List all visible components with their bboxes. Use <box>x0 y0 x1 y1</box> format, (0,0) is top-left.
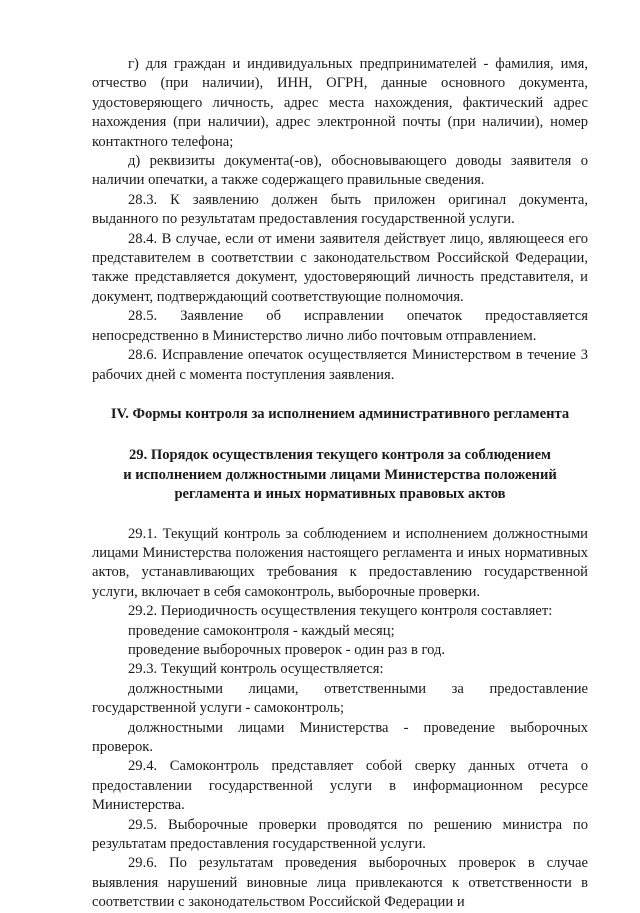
subsection-heading-line-3: регламента и иных нормативных правовых актов <box>174 486 506 503</box>
subsection-heading-line-1: 29. Порядок осуществления текущего контроля за соблюдением <box>129 447 551 464</box>
paragraph-28-3: 28.3. К заявлению должен быть приложен оригинал документа, выданного по результатам предоставления государственной услуги. <box>92 191 588 228</box>
paragraph-28-6: 28.6. Исправление опечаток осуществляется Министерством в течение 3 рабочих дней с момента поступления заявления. <box>92 347 588 383</box>
section-heading: IV. Формы контроля за исполнением административного регламента <box>110 405 570 422</box>
paragraph-responsible-officials: должностными лицами, ответственными за предоставление государственной услуги - самоконтроль; <box>92 680 588 717</box>
subsection-heading-line-2: и исполнением должностными лицами Министерства положений <box>123 466 557 483</box>
paragraph-document-requisites: д) реквизиты документа(-ов), обосновывающего доводы заявителя о наличии опечатки, а также содержащего правильные сведения. <box>92 153 588 189</box>
paragraph-28-4: 28.4. В случае, если от имени заявителя действует лицо, являющееся его представителем в соответствии с законодательством Российской Федерации, также представляется документ, удостоверяющий личность представителя, и документ, подтверждающий соответствующие полномочия. <box>92 230 588 305</box>
paragraph-29-1: 29.1. Текущий контроль за соблюдением и исполнением должностными лицами Министерства положения настоящего регламента и иных нормативных актов, устанавливающих требования к предоставлению государственной услуги, включает в себя самоконтроль, выборочные проверки. <box>92 525 588 600</box>
paragraph-29-4: 29.4. Самоконтроль представляет собой сверку данных отчета о предоставлении государственной услуги в информационном ресурсе Министерства. <box>92 758 588 814</box>
paragraph-29-3: 29.3. Текущий контроль осуществляется: <box>128 661 384 678</box>
paragraph-29-2: 29.2. Периодичность осуществления текущего контроля составляет: <box>128 603 553 620</box>
paragraph-applicant-details: г) для граждан и индивидуальных предпринимателей - фамилия, имя, отчество (при наличии), ИНН, ОГРН, данные основного документа, удостоверяющего личность, адрес места нахождения, фактический адрес нахождения (при наличии), адрес электронной почты (при наличии), номер контактного телефона; <box>92 56 588 150</box>
paragraph-28-5: 28.5. Заявление об исправлении опечаток предоставляется непосредственно в Министерство лично либо почтовым отправлением. <box>92 308 588 344</box>
paragraph-self-control-frequency: проведение самоконтроля - каждый месяц; <box>128 622 395 639</box>
paragraph-ministry-officials: должностными лицами Министерства - проведение выборочных проверок. <box>92 719 588 755</box>
paragraph-inspection-frequency: проведение выборочных проверок - один раз в год. <box>128 641 446 658</box>
paragraph-29-5: 29.5. Выборочные проверки проводятся по решению министра по результатам предоставления государственной услуги. <box>92 816 588 853</box>
paragraph-29-6: 29.6. По результатам проведения выборочных проверок в случае выявления нарушений виновные лица привлекаются к ответственности в соответствии с законодательством Российской Федерации и <box>92 855 588 911</box>
